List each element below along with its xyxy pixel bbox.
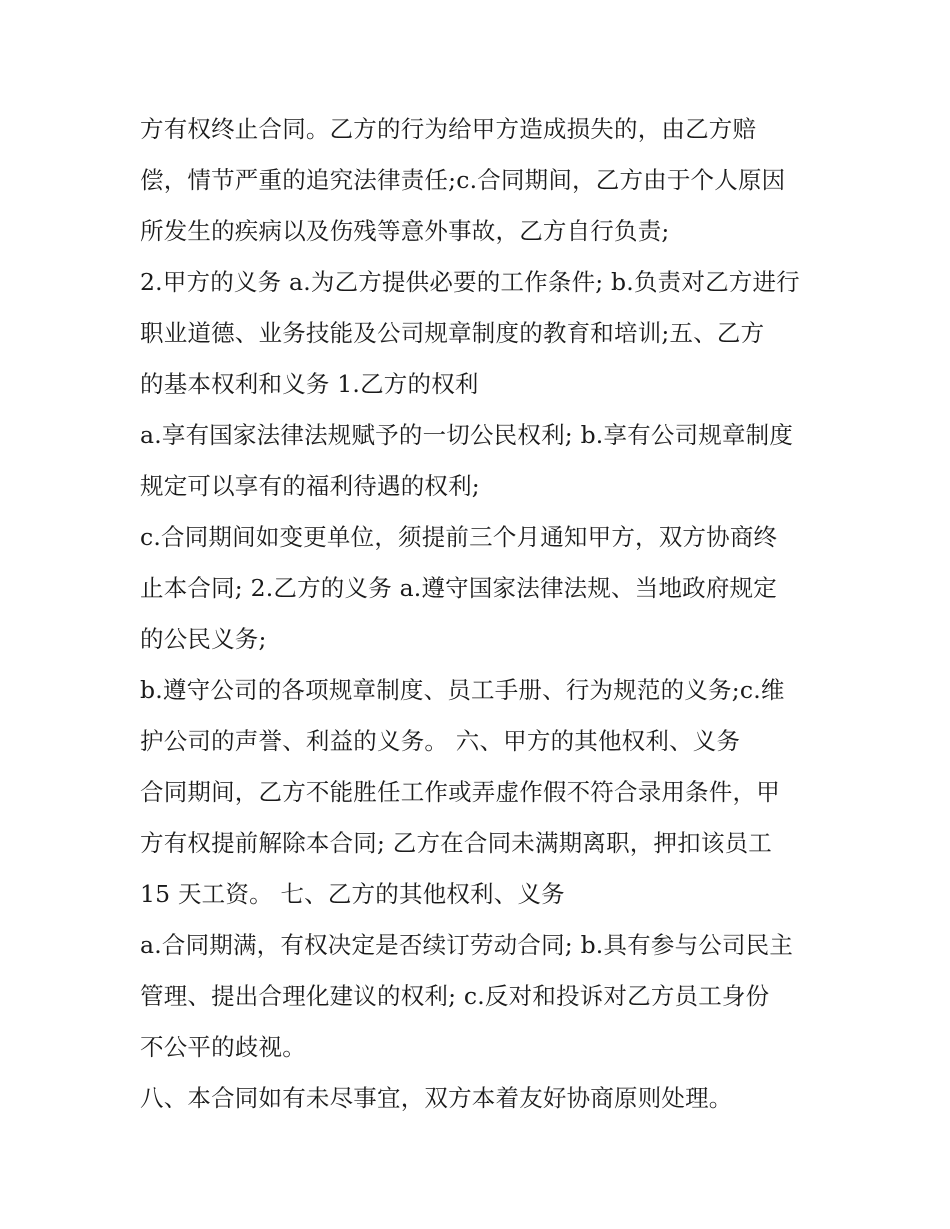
- text-line-17: a.合同期满，有权决定是否续订劳动合同; b.具有参与公司民主: [140, 931, 794, 959]
- text-line-20: 八、本合同如有未尽事宜，双方本着友好协商原则处理。: [140, 1084, 733, 1112]
- text-line-14: 合同期间，乙方不能胜任工作或弄虚作假不符合录用条件，甲: [140, 778, 780, 806]
- text-line-10: 止本合同; 2.乙方的义务 a.遵守国家法律法规、当地政府规定: [140, 574, 777, 602]
- text-line-15: 方有权提前解除本合同; 乙方在合同未满期离职，押扣该员工: [140, 829, 772, 857]
- text-line-18: 管理、提出合理化建议的权利; c.反对和投诉对乙方员工身份: [140, 982, 770, 1010]
- text-line-3: 所发生的疾病以及伤残等意外事故，乙方自行负责;: [140, 217, 670, 245]
- text-line-4: 2.甲方的义务 a.为乙方提供必要的工作条件; b.负责对乙方进行: [140, 268, 800, 296]
- text-line-1: 方有权终止合同。乙方的行为给甲方造成损失的，由乙方赔: [140, 115, 757, 143]
- text-line-7: a.享有国家法律法规赋予的一切公民权利; b.享有公司规章制度: [140, 421, 794, 449]
- document-body: [140, 104, 820, 1124]
- text-line-13: 护公司的声誉、利益的义务。 六、甲方的其他权利、义务: [140, 727, 741, 755]
- text-line-6: 的基本权利和义务 1.乙方的权利: [140, 370, 479, 398]
- text-line-19: 不公平的歧视。: [140, 1033, 306, 1061]
- text-line-2: 偿，情节严重的追究法律责任;c.合同期间，乙方由于个人原因: [140, 166, 786, 194]
- text-line-8: 规定可以享有的福利待遇的权利;: [140, 472, 480, 500]
- text-line-9: c.合同期间如变更单位，须提前三个月通知甲方，双方协商终: [140, 523, 778, 551]
- text-line-12: b.遵守公司的各项规章制度、员工手册、行为规范的义务;c.维: [140, 676, 785, 704]
- text-line-16: 15 天工资。 七、乙方的其他权利、义务: [140, 880, 565, 908]
- text-line-5: 职业道德、业务技能及公司规章制度的教育和培训;五、乙方: [140, 319, 765, 347]
- text-line-11: 的公民义务;: [140, 625, 267, 653]
